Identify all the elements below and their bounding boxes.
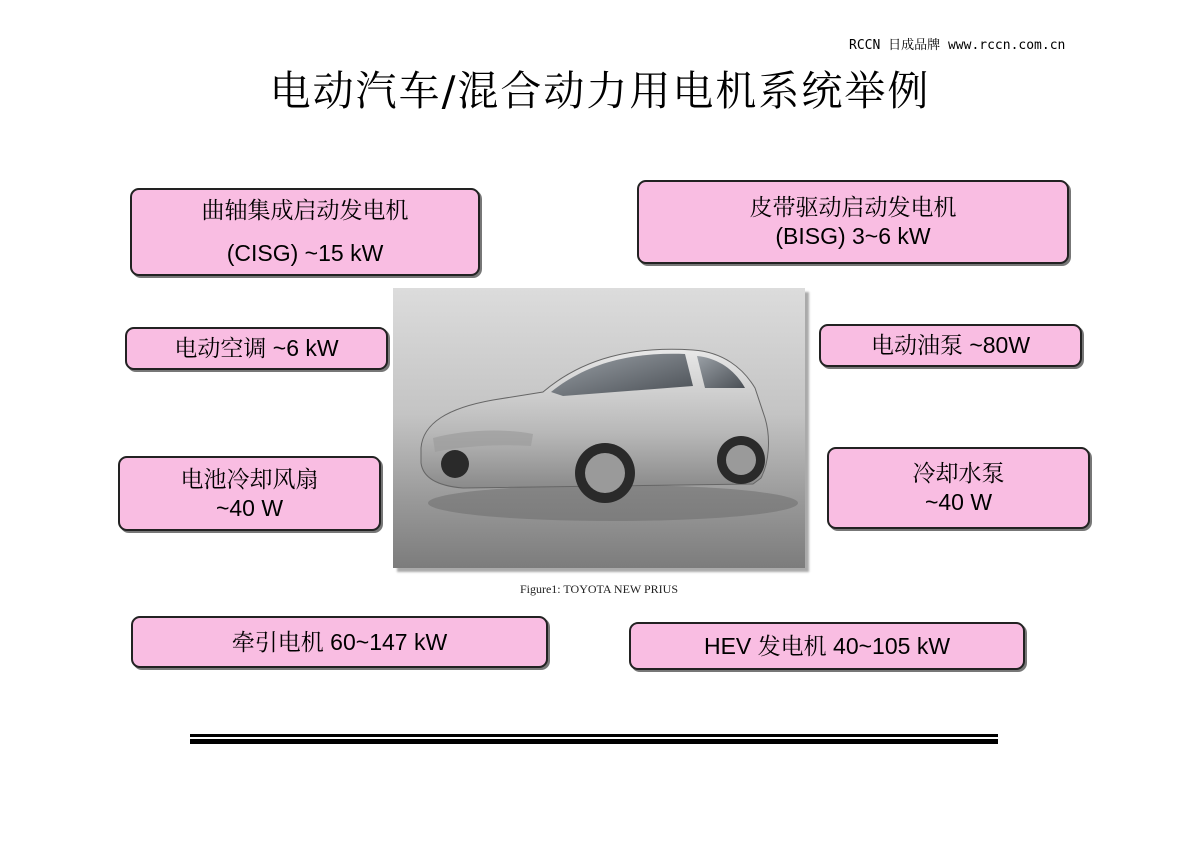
hev-generator-label: HEV 发电机 40~105 kW xyxy=(703,632,951,659)
water-pump-power: ~40 W xyxy=(924,489,993,515)
box-electric-ac xyxy=(125,327,388,370)
car-photo xyxy=(393,288,805,568)
cisg-power: (CISG) ~15 kW xyxy=(226,240,384,266)
car-illustration xyxy=(393,288,805,568)
box-hev-generator xyxy=(629,622,1025,670)
oil-pump-label: 电动油泵 ~80W xyxy=(870,332,1031,359)
cisg-name: 曲轴集成启动发电机 xyxy=(201,197,409,224)
box-cisg xyxy=(130,188,480,276)
traction-motor-label: 牵引电机 60~147 kW xyxy=(231,628,448,655)
box-cooling-water-pump xyxy=(827,447,1090,529)
box-electric-oil-pump xyxy=(819,324,1082,367)
electric-ac-label: 电动空调 ~6 kW xyxy=(174,335,339,362)
divider-line-thin xyxy=(190,734,998,737)
bisg-power: (BISG) 3~6 kW xyxy=(775,223,931,249)
divider-line-thick xyxy=(190,739,998,744)
battery-fan-power: ~40 W xyxy=(215,494,284,521)
box-traction-motor xyxy=(131,616,548,668)
page-title: 电动汽车/混合动力用电机系统举例 xyxy=(269,67,931,115)
box-battery-cooling-fan xyxy=(118,456,381,531)
bisg-name: 皮带驱动启动发电机 xyxy=(749,194,957,221)
brand-header: RCCN 日成品牌 www.rccn.com.cn xyxy=(849,38,1066,53)
battery-fan-name: 电池冷却风扇 xyxy=(180,465,319,492)
figure-caption: Figure1: TOYOTA NEW PRIUS xyxy=(519,582,679,596)
box-bisg xyxy=(637,180,1069,264)
water-pump-name: 冷却水泵 xyxy=(912,460,1005,487)
